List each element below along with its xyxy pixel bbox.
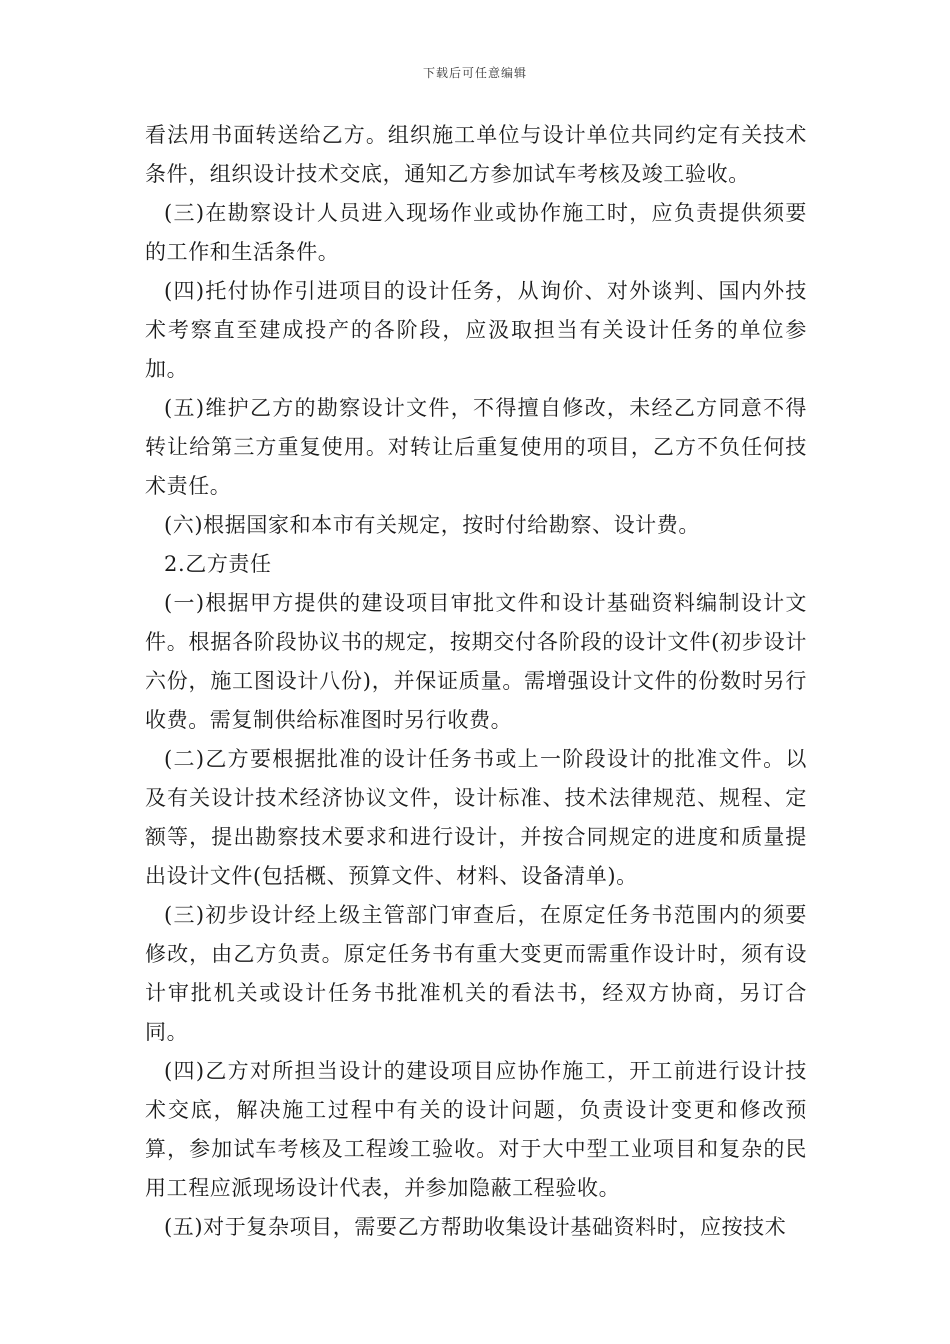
- paragraph-b-clause-3: (三)初步设计经上级主管部门审查后，在原定任务书范围内的须要修改，由乙方负责。原定任务书有重大变更而需重作设计时，须有设计审批机关或设计任务书批准机关的看法书，经双方协商，另订合同。: [145, 903, 807, 1044]
- section-heading-party-b: 2.乙方责任: [164, 552, 272, 576]
- document-body: [145, 116, 807, 1247]
- page-header: 下载后可任意编辑: [422, 66, 527, 80]
- paragraph-continuation: 看法用书面转送给乙方。组织施工单位与设计单位共同约定有关技术条件，组织设计技术交底，通知乙方参加试车考核及竣工验收。: [145, 123, 807, 186]
- paragraph-clause-4: (四)托付协作引进项目的设计任务，从询价、对外谈判、国内外技术考察直至建成投产的各阶段，应汲取担当有关设计任务的单位参加。: [145, 279, 807, 381]
- paragraph-clause-3: (三)在勘察设计人员进入现场作业或协作施工时，应负责提供须要的工作和生活条件。: [145, 201, 807, 264]
- paragraph-b-clause-2: (二)乙方要根据批准的设计任务书或上一阶段设计的批准文件。以及有关设计技术经济协议文件，设计标准、技术法律规范、规程、定额等，提出勘察技术要求和进行设计，并按合同规定的进度和质量提出设计文件(包括概、预算文件、材料、设备清单)。: [145, 747, 807, 888]
- paragraph-b-clause-4: (四)乙方对所担当设计的建设项目应协作施工，开工前进行设计技术交底，解决施工过程中有关的设计问题，负责设计变更和修改预算，参加试车考核及工程竣工验收。对于大中型工业项目和复杂的民用工程应派现场设计代表，并参加隐蔽工程验收。: [145, 1059, 807, 1200]
- paragraph-clause-5: (五)维护乙方的勘察设计文件，不得擅自修改，未经乙方同意不得转让给第三方重复使用。对转让后重复使用的项目，乙方不负任何技术责任。: [145, 396, 807, 498]
- paragraph-b-clause-1: (一)根据甲方提供的建设项目审批文件和设计基础资料编制设计文件。根据各阶段协议书的规定，按期交付各阶段的设计文件(初步设计六份，施工图设计八份)，并保证质量。需增强设计文件的份数时另行收费。需复制供给标准图时另行收费。: [145, 591, 807, 732]
- paragraph-b-clause-5: (五)对于复杂项目，需要乙方帮助收集设计基础资料时，应按技术: [164, 1215, 787, 1239]
- paragraph-clause-6: (六)根据国家和本市有关规定，按时付给勘察、设计费。: [164, 513, 700, 537]
